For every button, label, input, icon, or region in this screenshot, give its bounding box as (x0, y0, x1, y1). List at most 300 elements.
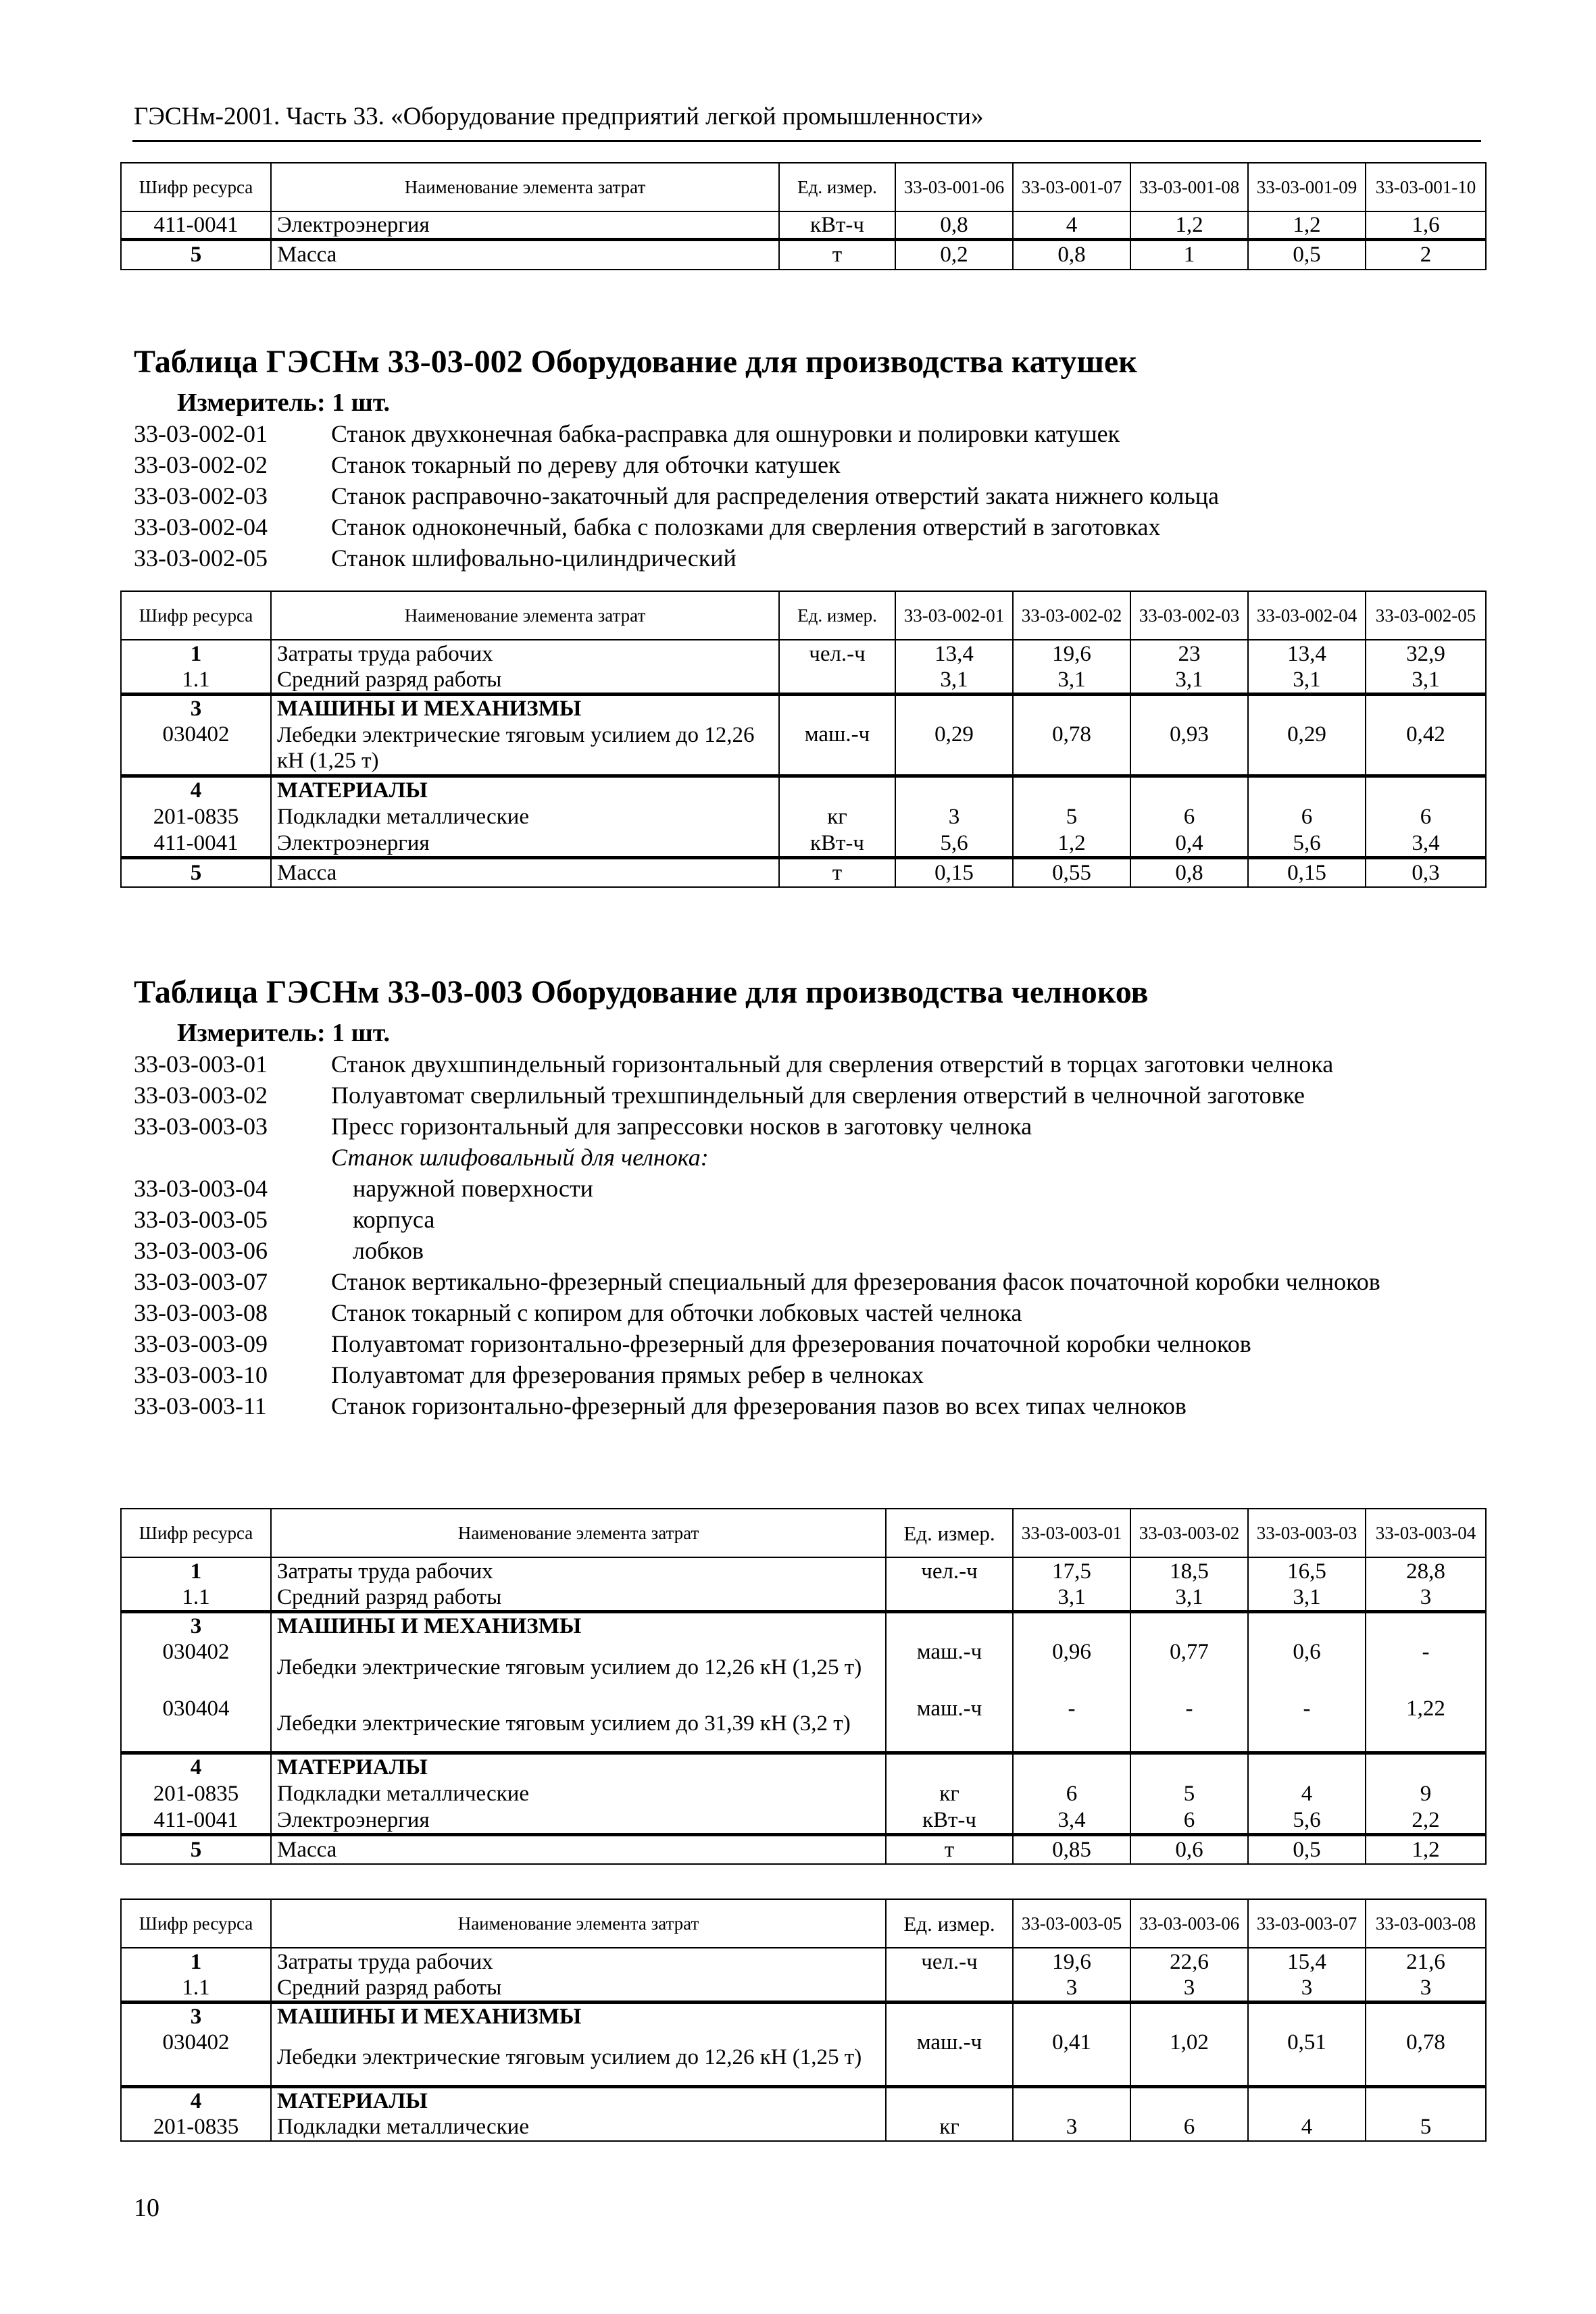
cell-value: 0,2 (895, 240, 1013, 270)
col-header-code: 33-03-002-03 (1130, 591, 1248, 640)
cell-value: 3 (1366, 1584, 1486, 1612)
work-item-code: 33-03-003-06 (134, 1237, 268, 1264)
cell-name: Электроэнергия (271, 211, 779, 240)
cell-unit: т (886, 1834, 1013, 1864)
empty-cell (895, 776, 1013, 803)
empty-cell (1366, 695, 1486, 722)
cell-unit: маш.-ч (886, 2030, 1013, 2086)
cell-value: 1,6 (1366, 211, 1486, 240)
work-item-text: Полуавтомат горизонтально-фрезерный для фрезерования початочной коробки челноков (331, 1330, 1251, 1357)
cell-cipher: 3 (121, 695, 271, 722)
cell-name: Подкладки металлические (271, 803, 779, 830)
work-item-text: Станок токарный по дереву для обточки катушек (331, 451, 841, 478)
cell-value: 28,8 (1366, 1557, 1486, 1584)
cell-name: Затраты труда рабочих (271, 1557, 886, 1584)
cell-unit: т (779, 240, 895, 270)
table-header-row (121, 1899, 1486, 1948)
work-item (134, 1204, 1485, 1235)
empty-cell (1013, 1612, 1130, 1640)
cell-value: 3,4 (1013, 1807, 1130, 1835)
work-item-code: 33-03-003-07 (134, 1268, 268, 1295)
work-item-group (134, 1142, 1485, 1173)
cell-value: 5,6 (1248, 1807, 1366, 1835)
cell-value: 1,02 (1130, 2030, 1248, 2086)
cell-cipher: 5 (121, 857, 271, 887)
cell-value: 4 (1248, 2114, 1366, 2141)
cell-value: 0,77 (1130, 1639, 1248, 1696)
cell-value: 4 (1013, 211, 1130, 240)
table-row (121, 1948, 1486, 1975)
col-header-code: 33-03-003-03 (1248, 1509, 1366, 1557)
section-row (121, 1753, 1486, 1780)
col-header-code: 33-03-003-08 (1366, 1899, 1486, 1948)
table-row (121, 830, 1486, 858)
work-item-list (134, 1049, 1485, 1422)
empty-cell (886, 2003, 1013, 2030)
empty-cell (895, 695, 1013, 722)
cell-value: 3,1 (895, 667, 1013, 695)
empty-cell (1130, 2086, 1248, 2114)
cell-value: 3,1 (1130, 667, 1248, 695)
table-row (121, 667, 1486, 695)
section-heading: МАШИНЫ И МЕХАНИЗМЫ (271, 695, 779, 722)
section-heading: МАТЕРИАЛЫ (271, 776, 779, 803)
cell-unit: кг (886, 1780, 1013, 1807)
empty-cell (1248, 1612, 1366, 1640)
work-item-code: 33-03-003-09 (134, 1330, 268, 1357)
work-item-code: 33-03-003-05 (134, 1206, 268, 1233)
cell-cipher: 1 (121, 1948, 271, 1975)
cell-cipher: 3 (121, 2003, 271, 2030)
empty-cell (1248, 1753, 1366, 1780)
work-item-list (134, 418, 1485, 574)
empty-cell (1248, 2003, 1366, 2030)
cell-name: Лебедки электрические тяговым усилием до 31,39 кН (3,2 т) (271, 1696, 886, 1753)
table-row (121, 857, 1486, 887)
cell-value: 3,1 (1248, 667, 1366, 695)
cell-unit (886, 1584, 1013, 1612)
work-item (134, 480, 1485, 511)
col-header-name: Наименование элемента затрат (271, 1899, 886, 1948)
cell-value: 1,2 (1130, 211, 1248, 240)
cell-value: 0,41 (1013, 2030, 1130, 2086)
cell-name: Средний разряд работы (271, 667, 779, 695)
cell-value: 5 (1013, 803, 1130, 830)
empty-cell (1248, 2086, 1366, 2114)
table-row (121, 1807, 1486, 1835)
cell-value: 16,5 (1248, 1557, 1366, 1584)
work-item (134, 1359, 1485, 1390)
work-item (134, 1297, 1485, 1328)
work-item-text: Станок вертикально-фрезерный специальный для фрезерования фасок початочной коробки челноков (331, 1268, 1380, 1295)
cell-value: 3,1 (1366, 667, 1486, 695)
section-heading: МАТЕРИАЛЫ (271, 2086, 886, 2114)
work-item-code: 33-03-002-03 (134, 482, 268, 509)
section-row (121, 2003, 1486, 2030)
cell-value: 23 (1130, 640, 1248, 667)
cell-unit: чел.-ч (886, 1557, 1013, 1584)
empty-cell (1366, 776, 1486, 803)
cell-value: 1,2 (1366, 1834, 1486, 1864)
work-item (134, 1111, 1485, 1142)
cell-value: 5 (1366, 2114, 1486, 2141)
cell-value: 6 (1013, 1780, 1130, 1807)
work-item-text: наружной поверхности (353, 1175, 593, 1202)
cell-value: 0,3 (1366, 857, 1486, 887)
cell-unit: кг (779, 803, 895, 830)
work-item-code (134, 1142, 331, 1173)
empty-cell (1130, 1753, 1248, 1780)
cell-cipher: 4 (121, 776, 271, 803)
cell-name: Электроэнергия (271, 1807, 886, 1835)
cell-value: 17,5 (1013, 1557, 1130, 1584)
cell-value: 13,4 (1248, 640, 1366, 667)
cell-value: 0,5 (1248, 1834, 1366, 1864)
table-row (121, 2114, 1486, 2141)
cell-unit: кВт-ч (886, 1807, 1013, 1835)
col-header-code: 33-03-003-04 (1366, 1509, 1486, 1557)
empty-cell (1013, 2086, 1130, 2114)
cell-unit (779, 667, 895, 695)
cell-value: 22,6 (1130, 1948, 1248, 1975)
cell-name: Электроэнергия (271, 830, 779, 858)
cell-value: 3,1 (1013, 1584, 1130, 1612)
cell-value: 6 (1130, 803, 1248, 830)
work-item-text: Полуавтомат для фрезерования прямых ребер в челноках (331, 1361, 924, 1388)
cell-value: 0,29 (895, 722, 1013, 776)
col-header-code: 33-03-003-02 (1130, 1509, 1248, 1557)
cell-value: 5 (1130, 1780, 1248, 1807)
table-title: Таблица ГЭСНм 33-03-003 Оборудование для производства челноков (134, 974, 1149, 1010)
cell-value: 1 (1130, 240, 1248, 270)
cell-value: 32,9 (1366, 640, 1486, 667)
cell-value: 0,8 (1013, 240, 1130, 270)
work-item (134, 1266, 1485, 1297)
cell-value: 0,93 (1130, 722, 1248, 776)
col-header-code: 33-03-001-10 (1366, 163, 1486, 211)
cell-unit: кВт-ч (779, 211, 895, 240)
table-33-03-003-part-b (120, 1898, 1487, 2142)
cell-value: 0,5 (1248, 240, 1366, 270)
empty-cell (779, 695, 895, 722)
work-item-code: 33-03-002-04 (134, 513, 268, 540)
cell-value: - (1248, 1696, 1366, 1753)
table-title: Таблица ГЭСНм 33-03-002 Оборудование для производства катушек (134, 344, 1137, 380)
empty-cell (1248, 776, 1366, 803)
empty-cell (1248, 695, 1366, 722)
table-row (121, 1780, 1486, 1807)
page-number: 10 (134, 2194, 159, 2222)
col-header-unit: Ед. измер. (779, 163, 895, 211)
table-row (121, 1584, 1486, 1612)
cell-cipher: 411-0041 (121, 211, 271, 240)
cell-value: 3 (1366, 1975, 1486, 2003)
cell-value: 3,1 (1130, 1584, 1248, 1612)
work-item (134, 1328, 1485, 1359)
work-item-code: 33-03-003-03 (134, 1113, 268, 1140)
work-item-group-text: Станок шлифовальный для челнока: (331, 1144, 709, 1171)
cell-value: 0,8 (1130, 857, 1248, 887)
col-header-unit: Ед. измер. (886, 1899, 1013, 1948)
running-title: ГЭСНм-2001. Часть 33. «Оборудование предприятий легкой промышленности» (134, 103, 984, 130)
table-measure: Измеритель: 1 шт. (177, 1019, 391, 1047)
cell-value: 2 (1366, 240, 1486, 270)
col-header-code: 33-03-003-05 (1013, 1899, 1130, 1948)
cell-value: 21,6 (1366, 1948, 1486, 1975)
table-row (121, 803, 1486, 830)
work-item-text: Станок шлифовально-цилиндрический (331, 545, 737, 572)
cell-unit: чел.-ч (886, 1948, 1013, 1975)
cell-unit: маш.-ч (886, 1639, 1013, 1696)
empty-cell (1013, 776, 1130, 803)
table-33-03-001-continued (120, 162, 1487, 270)
cell-name: Затраты труда рабочих (271, 640, 779, 667)
cell-value: 0,6 (1130, 1834, 1248, 1864)
cell-unit: кг (886, 2114, 1013, 2141)
cell-name: Масса (271, 240, 779, 270)
table-header-row (121, 163, 1486, 211)
cell-cipher: 030402 (121, 2030, 271, 2086)
col-header-code: 33-03-002-05 (1366, 591, 1486, 640)
cell-value: 9 (1366, 1780, 1486, 1807)
cell-value: 4 (1248, 1780, 1366, 1807)
cell-name: Подкладки металлические (271, 1780, 886, 1807)
work-item-text: Станок токарный с копиром для обточки лобковых частей челнока (331, 1299, 1022, 1326)
work-item-text: Станок двухшпиндельный горизонтальный для сверления отверстий в торцах заготовки челнока (331, 1051, 1334, 1078)
table-row (121, 1975, 1486, 2003)
table-row (121, 2030, 1486, 2086)
cell-value: 0,6 (1248, 1639, 1366, 1696)
cell-value: - (1130, 1696, 1248, 1753)
cell-cipher: 1 (121, 1557, 271, 1584)
cell-cipher: 1.1 (121, 1975, 271, 2003)
cell-name: Средний разряд работы (271, 1584, 886, 1612)
empty-cell (1366, 1753, 1486, 1780)
cell-cipher: 4 (121, 2086, 271, 2114)
work-item-code: 33-03-002-02 (134, 451, 268, 478)
cell-value: 5,6 (895, 830, 1013, 858)
cell-value: 5,6 (1248, 830, 1366, 858)
table-measure: Измеритель: 1 шт. (177, 388, 391, 417)
col-header-unit: Ед. измер. (886, 1509, 1013, 1557)
header-rule (132, 140, 1481, 142)
table-row (121, 722, 1486, 776)
work-item-text: Станок горизонтально-фрезерный для фрезерования пазов во всех типах челноков (331, 1392, 1187, 1419)
work-item-code: 33-03-003-11 (134, 1392, 267, 1419)
work-item (134, 1173, 1485, 1204)
cell-value: 0,78 (1366, 2030, 1486, 2086)
cell-unit: чел.-ч (779, 640, 895, 667)
section-row (121, 1612, 1486, 1640)
work-item (134, 418, 1485, 449)
work-item (134, 1049, 1485, 1080)
col-header-cipher: Шифр ресурса (121, 591, 271, 640)
cell-value: 0,55 (1013, 857, 1130, 887)
cell-name: Лебедки электрические тяговым усилием до 12,26 кН (1,25 т) (271, 722, 779, 776)
cell-value: 1,2 (1013, 830, 1130, 858)
cell-cipher: 5 (121, 240, 271, 270)
cell-cipher: 201-0835 (121, 2114, 271, 2141)
empty-cell (886, 1612, 1013, 1640)
empty-cell (886, 1753, 1013, 1780)
cell-cipher: 411-0041 (121, 830, 271, 858)
work-item-text: корпуса (353, 1206, 435, 1233)
col-header-code: 33-03-003-07 (1248, 1899, 1366, 1948)
cell-cipher: 201-0835 (121, 803, 271, 830)
cell-value: 1,2 (1248, 211, 1366, 240)
cell-cipher: 5 (121, 1834, 271, 1864)
cell-value: 15,4 (1248, 1948, 1366, 1975)
cell-name: Масса (271, 1834, 886, 1864)
cell-name: Лебедки электрические тяговым усилием до 12,26 кН (1,25 т) (271, 1639, 886, 1696)
work-item-text: Станок одноконечный, бабка с полозками для сверления отверстий в заготовках (331, 513, 1161, 540)
col-header-name: Наименование элемента затрат (271, 591, 779, 640)
cell-value: 6 (1366, 803, 1486, 830)
empty-cell (1013, 1753, 1130, 1780)
cell-cipher: 1.1 (121, 667, 271, 695)
cell-name: Средний разряд работы (271, 1975, 886, 2003)
col-header-code: 33-03-002-02 (1013, 591, 1130, 640)
table-header-row (121, 1509, 1486, 1557)
cell-unit (886, 1975, 1013, 2003)
cell-value: 13,4 (895, 640, 1013, 667)
cell-unit: т (779, 857, 895, 887)
section-heading: МАТЕРИАЛЫ (271, 1753, 886, 1780)
cell-cipher: 030402 (121, 1639, 271, 1696)
cell-value: 2,2 (1366, 1807, 1486, 1835)
work-item (134, 1390, 1485, 1422)
cell-value: 0,51 (1248, 2030, 1366, 2086)
empty-cell (1366, 2003, 1486, 2030)
cell-value: 3,1 (1013, 667, 1130, 695)
empty-cell (1130, 1612, 1248, 1640)
cell-cipher: 1 (121, 640, 271, 667)
work-item-code: 33-03-002-01 (134, 420, 268, 447)
work-item-text: Пресс горизонтальный для запрессовки носков в заготовку челнока (331, 1113, 1032, 1140)
col-header-code: 33-03-001-07 (1013, 163, 1130, 211)
work-item (134, 543, 1485, 574)
empty-cell (1130, 695, 1248, 722)
table-33-03-002 (120, 590, 1487, 888)
table-row (121, 211, 1486, 240)
cell-value: 0,29 (1248, 722, 1366, 776)
work-item-text: Станок расправочно-закаточный для распределения отверстий заката нижнего кольца (331, 482, 1219, 509)
cell-name: Лебедки электрические тяговым усилием до 12,26 кН (1,25 т) (271, 2030, 886, 2086)
col-header-code: 33-03-002-04 (1248, 591, 1366, 640)
empty-cell (779, 776, 895, 803)
cell-cipher: 201-0835 (121, 1780, 271, 1807)
work-item (134, 1080, 1485, 1111)
cell-value: 0,78 (1013, 722, 1130, 776)
cell-unit: кВт-ч (779, 830, 895, 858)
cell-unit: маш.-ч (886, 1696, 1013, 1753)
col-header-code: 33-03-001-08 (1130, 163, 1248, 211)
cell-value: - (1366, 1639, 1486, 1696)
cell-value: 3 (1013, 2114, 1130, 2141)
cell-value: 3 (1130, 1975, 1248, 2003)
work-item-code: 33-03-003-01 (134, 1051, 268, 1078)
empty-cell (1366, 2086, 1486, 2114)
cell-value: 0,15 (895, 857, 1013, 887)
cell-value: 3 (1248, 1975, 1366, 2003)
cell-name: Масса (271, 857, 779, 887)
col-header-code: 33-03-001-09 (1248, 163, 1366, 211)
work-item-code: 33-03-003-02 (134, 1082, 268, 1109)
cell-value: 0,42 (1366, 722, 1486, 776)
empty-cell (1130, 2003, 1248, 2030)
col-header-code: 33-03-002-01 (895, 591, 1013, 640)
work-item-text: Полуавтомат сверлильный трехшпиндельный для сверления отверстий в челночной заготовке (331, 1082, 1305, 1109)
table-header-row (121, 591, 1486, 640)
cell-cipher: 411-0041 (121, 1807, 271, 1835)
cell-value: 0,96 (1013, 1639, 1130, 1696)
table-33-03-003-part-a (120, 1508, 1487, 1865)
table-row (121, 240, 1486, 270)
table-row (121, 1834, 1486, 1864)
cell-value: 19,6 (1013, 1948, 1130, 1975)
section-row (121, 695, 1486, 722)
col-header-cipher: Шифр ресурса (121, 1899, 271, 1948)
col-header-unit: Ед. измер. (779, 591, 895, 640)
cell-cipher: 4 (121, 1753, 271, 1780)
empty-cell (1013, 695, 1130, 722)
cell-cipher: 030402 (121, 722, 271, 776)
table-row (121, 640, 1486, 667)
cell-value: 19,6 (1013, 640, 1130, 667)
section-row (121, 776, 1486, 803)
work-item (134, 449, 1485, 480)
cell-cipher: 030404 (121, 1696, 271, 1753)
col-header-name: Наименование элемента затрат (271, 163, 779, 211)
cell-value: 3,1 (1248, 1584, 1366, 1612)
work-item-text: Станок двухконечная бабка-расправка для ошнуровки и полировки катушек (331, 420, 1120, 447)
cell-value: 0,85 (1013, 1834, 1130, 1864)
work-item-code: 33-03-003-08 (134, 1299, 268, 1326)
cell-value: 6 (1130, 1807, 1248, 1835)
cell-value: - (1013, 1696, 1130, 1753)
cell-value: 1,22 (1366, 1696, 1486, 1753)
cell-value: 6 (1130, 2114, 1248, 2141)
work-item-code: 33-03-003-04 (134, 1175, 268, 1202)
section-heading: МАШИНЫ И МЕХАНИЗМЫ (271, 2003, 886, 2030)
cell-unit: маш.-ч (779, 722, 895, 776)
work-item-code: 33-03-002-05 (134, 545, 268, 572)
cell-value: 0,8 (895, 211, 1013, 240)
cell-value: 0,4 (1130, 830, 1248, 858)
cell-value: 3 (1013, 1975, 1130, 2003)
cell-value: 6 (1248, 803, 1366, 830)
col-header-cipher: Шифр ресурса (121, 1509, 271, 1557)
col-header-code: 33-03-003-01 (1013, 1509, 1130, 1557)
cell-value: 3,4 (1366, 830, 1486, 858)
empty-cell (1013, 2003, 1130, 2030)
col-header-code: 33-03-001-06 (895, 163, 1013, 211)
work-item (134, 1235, 1485, 1266)
empty-cell (886, 2086, 1013, 2114)
work-item (134, 511, 1485, 543)
cell-value: 3 (895, 803, 1013, 830)
table-row (121, 1557, 1486, 1584)
cell-value: 0,15 (1248, 857, 1366, 887)
col-header-cipher: Шифр ресурса (121, 163, 271, 211)
cell-name: Подкладки металлические (271, 2114, 886, 2141)
cell-cipher: 3 (121, 1612, 271, 1640)
work-item-code: 33-03-003-10 (134, 1361, 268, 1388)
table-row (121, 1639, 1486, 1696)
cell-cipher: 1.1 (121, 1584, 271, 1612)
section-heading: МАШИНЫ И МЕХАНИЗМЫ (271, 1612, 886, 1640)
section-row (121, 2086, 1486, 2114)
